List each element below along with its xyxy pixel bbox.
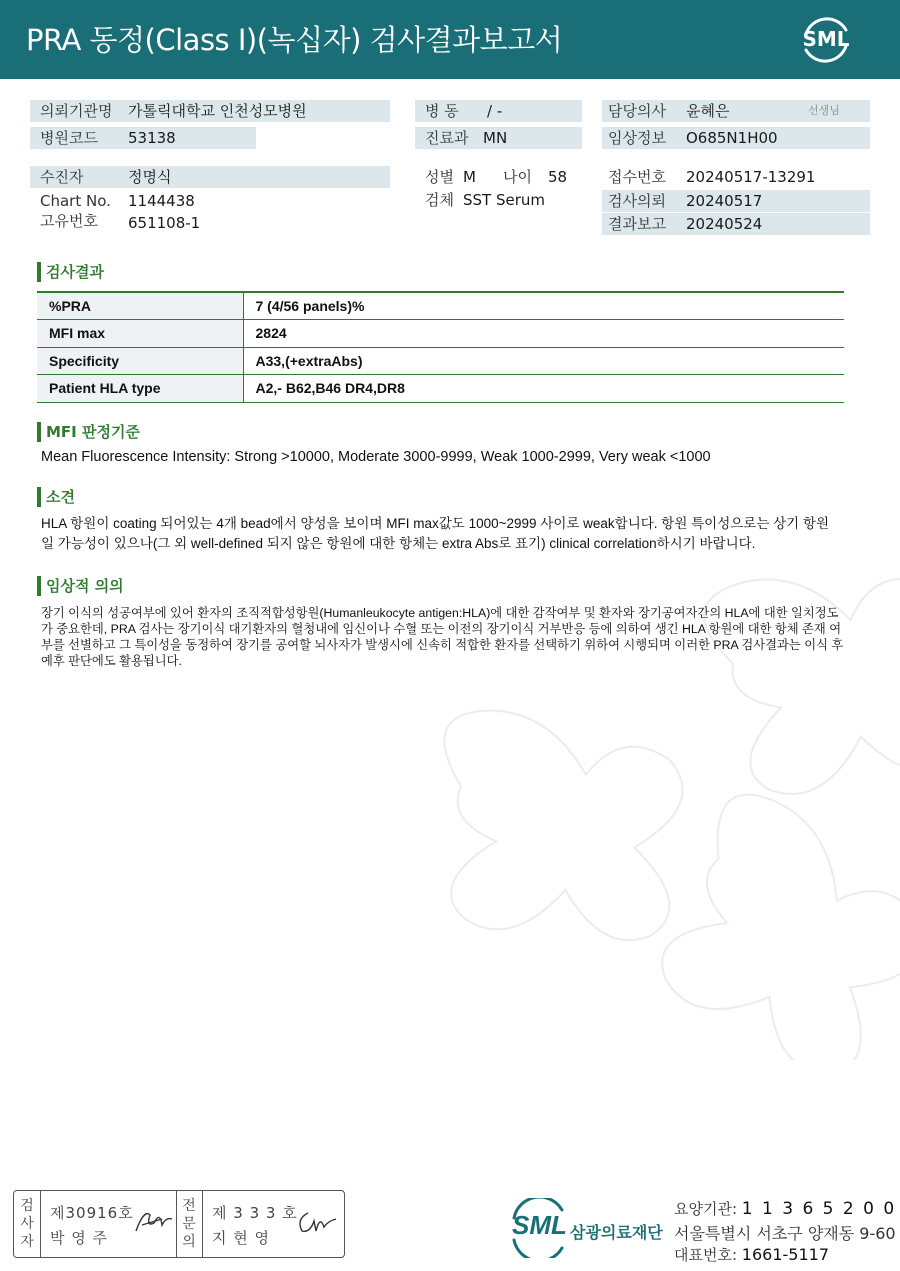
chart-label: Chart No.: [40, 192, 111, 210]
patient-value: 정명식: [128, 168, 172, 186]
report-date-value: 20240524: [686, 215, 763, 233]
specimen-label: 검체: [425, 191, 454, 209]
ward-label: 병 동: [425, 102, 459, 120]
results-section-title: 검사결과: [37, 262, 104, 282]
doctor-label: 담당의사: [608, 102, 666, 120]
tester-signature-icon: [132, 1205, 180, 1237]
result-value: A2,- B62,B46 DR4,DR8: [243, 375, 844, 403]
patient-row: [30, 166, 390, 188]
specialist-signature-icon: [294, 1205, 340, 1237]
clinical-section-title: 임상적 의의: [37, 576, 124, 596]
specialist-name: 지 현 영: [212, 1229, 271, 1247]
receipt-label: 접수번호: [608, 168, 666, 186]
specialist-vertical-label: [179, 1197, 199, 1251]
signature-box: [13, 1190, 345, 1258]
result-key: %PRA: [37, 292, 243, 320]
ward-row: [415, 100, 582, 122]
tester-label-char: 검: [20, 1198, 34, 1214]
result-row: [37, 375, 844, 403]
hospital-code-label: 병원코드: [40, 129, 98, 147]
receipt-value: 20240517-13291: [686, 168, 816, 186]
age-value: 58: [548, 168, 568, 186]
tester-vertical-label: [17, 1197, 37, 1251]
tester-name: 박 영 주: [50, 1229, 109, 1247]
doctor-suffix: 선생님: [808, 104, 840, 117]
unique-row: [30, 212, 390, 234]
footer-address: 서울특별시 서초구 양재동 9-60: [674, 1224, 896, 1243]
sex-value: M: [463, 168, 476, 186]
footer-code-value: 1 1 3 6 5 2 0 0: [741, 1199, 897, 1219]
doctor-row: [602, 100, 870, 122]
footer-logo-text: SML: [512, 1210, 567, 1240]
result-row: [37, 320, 844, 348]
specialist-label-char: 문: [182, 1216, 196, 1232]
result-key: Specificity: [37, 347, 243, 375]
result-key: MFI max: [37, 320, 243, 348]
result-value: 7 (4/56 panels)%: [243, 292, 844, 320]
header-logo-text: SML: [802, 27, 850, 51]
receipt-row: [602, 166, 870, 188]
signature-divider: [202, 1191, 203, 1257]
signature-divider: [176, 1191, 177, 1257]
specimen-row: [415, 189, 585, 211]
results-table: [37, 291, 844, 403]
chart-row: [30, 190, 390, 212]
result-value: 2824: [243, 320, 844, 348]
institution-label: 의뢰기관명: [40, 102, 113, 120]
footer-phone-line: [674, 1244, 829, 1265]
tester-label-char: 자: [20, 1234, 34, 1250]
clinical-info-label: 임상정보: [608, 129, 666, 147]
signature-divider: [40, 1191, 41, 1257]
result-key: Patient HLA type: [37, 375, 243, 403]
result-row: [37, 347, 844, 375]
report-title: PRA 동정(Class I)(녹십자) 검사결과보고서: [26, 23, 563, 57]
report-date-row: [602, 213, 870, 235]
clinical-info-value: O685N1H00: [686, 129, 778, 147]
dept-value: MN: [483, 129, 508, 147]
opinion-text: HLA 항원이 coating 되어있는 4개 bead에서 양성을 보이며 MFI max값도 1000~2999 사이로 weak합니다. 항원 특이성으로는 상기 항원일 가능성이 있으나(그 외 well-defined 되지 않은 항원에 대한 항체는 extra Abs로 표기) clinical correlation하시기 바랍니다.: [41, 516, 830, 551]
clinical-significance-text: 장기 이식의 성공여부에 있어 환자의 조직적합성항원(Humanleukocyte antigen:HLA)에 대한 감작여부 및 환자와 장기공여자간의 HLA에 대한 일치정도가 중요한데, PRA 검사는 장기이식 대기환자의 혈청내에 임신이나 수혈 또는 이전의 장기이식 거부반응 등에 의하여 생긴 HLA 항원에 대한 항체 존재 여부를 선별하고 그 특이성을 동정하여 장기를 공여할 뇌사자가 발생시에 신속히 적합한 환자를 선택하기 위하여 시행되며 이러한 PRA 검사결과는 이식 후 예후 판단에도 활용됩니다.: [41, 606, 844, 668]
ward-value: / -: [487, 102, 503, 120]
chart-value: 1144438: [128, 192, 195, 210]
request-value: 20240517: [686, 192, 763, 210]
unique-value: 651108-1: [128, 214, 201, 232]
mfi-section-title: MFI 판정기준: [37, 422, 140, 442]
request-row: [602, 190, 870, 212]
report-header: [0, 0, 900, 79]
result-row: [37, 292, 844, 320]
request-label: 검사의뢰: [608, 192, 666, 210]
specimen-value: SST Serum: [463, 191, 546, 209]
specialist-label-char: 전: [182, 1198, 196, 1214]
doctor-value: 윤혜은: [686, 102, 730, 120]
hospital-code-row: [30, 127, 256, 149]
institution-row: [30, 100, 390, 122]
sex-label: 성별: [425, 168, 454, 186]
specialist-license-no: 제 3 3 3 호: [212, 1204, 298, 1222]
unique-label: 고유번호: [40, 212, 98, 230]
sex-age-row: [415, 166, 585, 188]
clinical-info-row: [602, 127, 870, 149]
tester-license-no: 제30916호: [50, 1204, 134, 1222]
age-label: 나이: [503, 168, 532, 186]
footer-phone-label: 대표번호:: [674, 1246, 738, 1264]
footer-code-label: 요양기관:: [674, 1200, 738, 1218]
footer-phone-value: 1661-5117: [741, 1245, 830, 1264]
mfi-criteria-text: Mean Fluorescence Intensity: Strong >10000, Moderate 3000-9999, Weak 1000-2999, Very weak <1000: [41, 449, 711, 465]
opinion-section-title: 소견: [37, 487, 75, 507]
dept-row: [415, 127, 582, 149]
hospital-code-value: 53138: [128, 129, 176, 147]
footer-code-line: [674, 1198, 896, 1219]
result-value: A33,(+extraAbs): [243, 347, 844, 375]
institution-value: 가톨릭대학교 인천성모병원: [128, 102, 307, 120]
tester-label-char: 사: [20, 1216, 34, 1232]
dept-label: 진료과: [425, 129, 469, 147]
patient-label: 수진자: [40, 168, 84, 186]
specialist-label-char: 의: [182, 1234, 196, 1250]
footer-org-name: 삼광의료재단: [570, 1223, 663, 1242]
report-date-label: 결과보고: [608, 215, 666, 233]
